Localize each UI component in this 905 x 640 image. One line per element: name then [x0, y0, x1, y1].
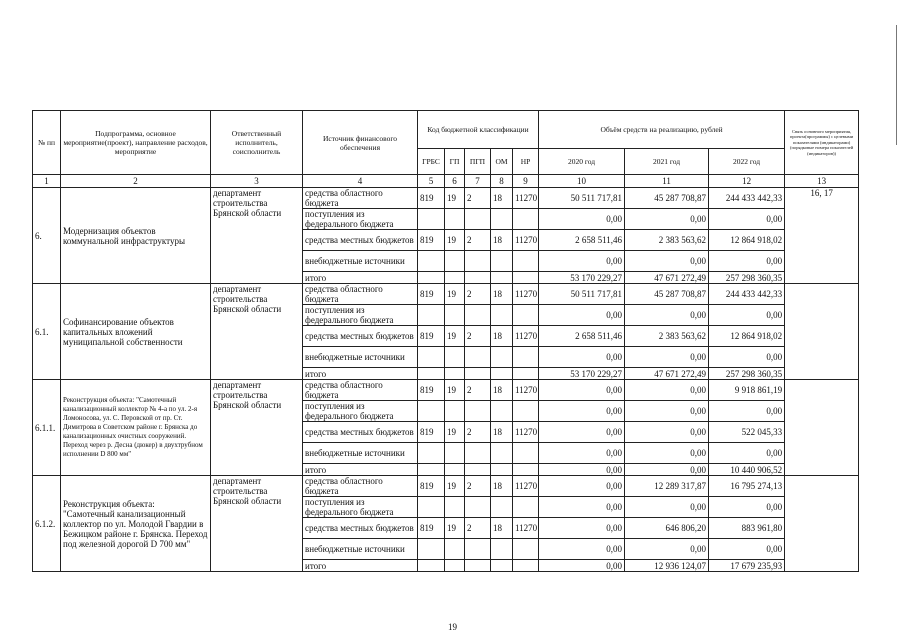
code-grbs	[418, 443, 445, 464]
code-pgp	[465, 560, 491, 572]
code-gp: 19	[445, 188, 465, 209]
code-nr	[513, 443, 539, 464]
code-grbs: 819	[418, 326, 445, 347]
code-pgp	[465, 497, 491, 518]
code-pgp	[465, 443, 491, 464]
amount-2022: 0,00	[709, 251, 785, 272]
code-gp: 19	[445, 284, 465, 305]
amount-2020: 2 658 511,46	[539, 326, 625, 347]
amount-2022: 883 961,80	[709, 518, 785, 539]
column-number: 9	[513, 175, 539, 188]
code-nr	[513, 251, 539, 272]
page-edge-mark	[896, 25, 897, 145]
header-year-col: 2022 год	[709, 149, 785, 175]
funding-source: средства областного бюджета	[303, 284, 418, 305]
header-link: Связь основного мероприятия, проекта(программы) с целевыми показателями (индикаторами) (порядковые номера показателей (индикаторов))	[785, 111, 859, 175]
amount-2021: 47 671 272,49	[625, 368, 709, 380]
amount-2022: 0,00	[709, 539, 785, 560]
code-grbs	[418, 464, 445, 476]
item-executor: департамент строительства Брянской области	[211, 188, 303, 284]
code-gp	[445, 272, 465, 284]
header-row-top	[33, 111, 859, 149]
funding-source: средства местных бюджетов	[303, 230, 418, 251]
amount-2021: 0,00	[625, 305, 709, 326]
code-nr	[513, 497, 539, 518]
amount-2022: 10 440 906,52	[709, 464, 785, 476]
indicator-link	[785, 284, 859, 380]
amount-2020: 0,00	[539, 464, 625, 476]
amount-2022: 0,00	[709, 347, 785, 368]
column-number: 6	[445, 175, 465, 188]
code-nr	[513, 368, 539, 380]
amount-2021: 12 936 124,07	[625, 560, 709, 572]
code-nr: 11270	[513, 188, 539, 209]
code-nr	[513, 305, 539, 326]
funding-source: средства областного бюджета	[303, 380, 418, 401]
code-nr	[513, 560, 539, 572]
table-row	[33, 284, 859, 305]
amount-2022: 257 298 360,35	[709, 368, 785, 380]
code-grbs: 819	[418, 422, 445, 443]
code-nr: 11270	[513, 380, 539, 401]
amount-2020: 0,00	[539, 401, 625, 422]
code-nr: 11270	[513, 422, 539, 443]
amount-2022: 9 918 861,19	[709, 380, 785, 401]
column-number: 5	[418, 175, 445, 188]
code-grbs: 819	[418, 518, 445, 539]
item-number: 6.1.	[33, 284, 61, 380]
item-executor: департамент строительства Брянской области	[211, 284, 303, 380]
code-grbs: 819	[418, 188, 445, 209]
funding-source: средства местных бюджетов	[303, 518, 418, 539]
code-grbs	[418, 539, 445, 560]
amount-2022: 12 864 918,02	[709, 326, 785, 347]
item-number: 6.1.2.	[33, 476, 61, 572]
amount-2020: 0,00	[539, 497, 625, 518]
column-number: 12	[709, 175, 785, 188]
code-grbs	[418, 497, 445, 518]
amount-2022: 0,00	[709, 497, 785, 518]
code-pgp: 2	[465, 380, 491, 401]
code-nr	[513, 209, 539, 230]
amount-2020: 0,00	[539, 305, 625, 326]
amount-2021: 0,00	[625, 209, 709, 230]
amount-2020: 0,00	[539, 209, 625, 230]
header-code-col: ГП	[445, 149, 465, 175]
item-name: Модернизация объектов коммунальной инфраструктуры	[61, 188, 211, 284]
code-pgp: 2	[465, 476, 491, 497]
code-om: 18	[491, 230, 513, 251]
funding-source: средства местных бюджетов	[303, 326, 418, 347]
funding-source: итого	[303, 464, 418, 476]
column-number: 10	[539, 175, 625, 188]
funding-source: поступления из федерального бюджета	[303, 209, 418, 230]
code-gp	[445, 497, 465, 518]
code-grbs	[418, 347, 445, 368]
funding-source: поступления из федерального бюджета	[303, 401, 418, 422]
code-gp	[445, 347, 465, 368]
page-number: 19	[448, 622, 457, 632]
indicator-link	[785, 380, 859, 476]
amount-2020: 0,00	[539, 476, 625, 497]
indicator-link: 16, 17	[785, 188, 859, 284]
amount-2020: 0,00	[539, 518, 625, 539]
funding-source: итого	[303, 368, 418, 380]
code-gp	[445, 539, 465, 560]
item-number: 6.	[33, 188, 61, 284]
code-om	[491, 401, 513, 422]
funding-source: поступления из федерального бюджета	[303, 497, 418, 518]
funding-source: внебюджетные источники	[303, 347, 418, 368]
code-grbs	[418, 305, 445, 326]
funding-source: внебюджетные источники	[303, 443, 418, 464]
column-number: 4	[303, 175, 418, 188]
funding-source: итого	[303, 560, 418, 572]
header-year-col: 2021 год	[625, 149, 709, 175]
code-om	[491, 251, 513, 272]
code-gp	[445, 560, 465, 572]
code-grbs	[418, 560, 445, 572]
header-code-col: НР	[513, 149, 539, 175]
code-om: 18	[491, 476, 513, 497]
code-nr	[513, 272, 539, 284]
code-om: 18	[491, 380, 513, 401]
amount-2021: 45 287 708,87	[625, 188, 709, 209]
code-pgp	[465, 347, 491, 368]
code-om: 18	[491, 518, 513, 539]
code-nr: 11270	[513, 476, 539, 497]
code-nr: 11270	[513, 326, 539, 347]
item-name: Реконструкция объекта: "Самотечный канализационный коллектор № 4-а по ул. 2-я Ломоносова, ул. С. Перовской от пр. Ст. Димитрова в Советском районе г. Брянска до канализационных очистных сооружений. Переход через р. Десна (дюкер) в двухтрубном исполнении D 800 мм"	[61, 380, 211, 476]
amount-2020: 53 170 229,27	[539, 272, 625, 284]
header-budget-code: Код бюджетной классификации	[418, 111, 539, 149]
item-name: Реконструкция объекта: "Самотечный канализационный коллектор по ул. Молодой Гвардии в Бежицком районе г. Брянска. Переход под железной дорогой D 700 мм"	[61, 476, 211, 572]
code-grbs	[418, 368, 445, 380]
code-om	[491, 443, 513, 464]
code-gp	[445, 401, 465, 422]
amount-2022: 522 045,33	[709, 422, 785, 443]
column-number: 8	[491, 175, 513, 188]
funding-source: средства областного бюджета	[303, 476, 418, 497]
amount-2022: 12 864 918,02	[709, 230, 785, 251]
funding-source: внебюджетные источники	[303, 539, 418, 560]
header-source: Источник финансового обеспечения	[303, 111, 418, 175]
code-om: 18	[491, 284, 513, 305]
code-pgp	[465, 305, 491, 326]
code-pgp: 2	[465, 422, 491, 443]
amount-2020: 0,00	[539, 380, 625, 401]
code-pgp	[465, 251, 491, 272]
amount-2022: 0,00	[709, 401, 785, 422]
code-gp: 19	[445, 326, 465, 347]
code-pgp	[465, 272, 491, 284]
code-om: 18	[491, 326, 513, 347]
code-pgp	[465, 401, 491, 422]
amount-2022: 0,00	[709, 443, 785, 464]
amount-2020: 0,00	[539, 251, 625, 272]
funding-source: поступления из федерального бюджета	[303, 305, 418, 326]
funding-source: средства областного бюджета	[303, 188, 418, 209]
column-number: 11	[625, 175, 709, 188]
code-om	[491, 560, 513, 572]
table-row	[33, 476, 859, 497]
column-number: 3	[211, 175, 303, 188]
code-om: 18	[491, 188, 513, 209]
amount-2020: 50 511 717,81	[539, 284, 625, 305]
amount-2022: 0,00	[709, 305, 785, 326]
header-executor: Ответственный исполнитель, соисполнитель	[211, 111, 303, 175]
code-grbs: 819	[418, 230, 445, 251]
amount-2021: 47 671 272,49	[625, 272, 709, 284]
code-pgp	[465, 209, 491, 230]
amount-2022: 17 679 235,93	[709, 560, 785, 572]
code-gp: 19	[445, 518, 465, 539]
header-num: № пп	[33, 111, 61, 175]
funding-source: средства местных бюджетов	[303, 422, 418, 443]
header-code-col: ПГП	[465, 149, 491, 175]
code-grbs	[418, 251, 445, 272]
indicator-link	[785, 476, 859, 572]
amount-2021: 12 289 317,87	[625, 476, 709, 497]
amount-2022: 244 433 442,33	[709, 188, 785, 209]
amount-2022: 244 433 442,33	[709, 284, 785, 305]
code-gp	[445, 305, 465, 326]
item-executor: департамент строительства Брянской области	[211, 380, 303, 476]
header-amount: Объём средств на реализацию, рублей	[539, 111, 785, 149]
amount-2021: 0,00	[625, 347, 709, 368]
code-pgp: 2	[465, 188, 491, 209]
budget-table	[32, 110, 859, 572]
code-pgp: 2	[465, 518, 491, 539]
code-grbs: 819	[418, 380, 445, 401]
table-row	[33, 188, 859, 209]
code-pgp: 2	[465, 326, 491, 347]
amount-2020: 0,00	[539, 347, 625, 368]
amount-2021: 2 383 563,62	[625, 230, 709, 251]
code-gp	[445, 368, 465, 380]
code-gp: 19	[445, 380, 465, 401]
code-nr	[513, 347, 539, 368]
table-row	[33, 380, 859, 401]
code-gp	[445, 443, 465, 464]
amount-2020: 0,00	[539, 443, 625, 464]
amount-2021: 646 806,20	[625, 518, 709, 539]
code-nr	[513, 464, 539, 476]
item-number: 6.1.1.	[33, 380, 61, 476]
amount-2020: 2 658 511,46	[539, 230, 625, 251]
amount-2021: 0,00	[625, 497, 709, 518]
code-om	[491, 272, 513, 284]
amount-2022: 16 795 274,13	[709, 476, 785, 497]
column-number-row	[33, 175, 859, 188]
header-code-col: ГРБС	[418, 149, 445, 175]
code-om	[491, 368, 513, 380]
code-pgp	[465, 368, 491, 380]
item-name: Софинансирование объектов капитальных вложений муниципальной собственности	[61, 284, 211, 380]
amount-2021: 45 287 708,87	[625, 284, 709, 305]
code-nr	[513, 539, 539, 560]
code-grbs	[418, 272, 445, 284]
amount-2020: 0,00	[539, 539, 625, 560]
column-number: 13	[785, 175, 859, 188]
code-pgp: 2	[465, 284, 491, 305]
amount-2021: 2 383 563,62	[625, 326, 709, 347]
code-om	[491, 347, 513, 368]
amount-2021: 0,00	[625, 251, 709, 272]
amount-2020: 0,00	[539, 560, 625, 572]
column-number: 1	[33, 175, 61, 188]
amount-2021: 0,00	[625, 464, 709, 476]
column-number: 2	[61, 175, 211, 188]
code-nr: 11270	[513, 284, 539, 305]
funding-source: итого	[303, 272, 418, 284]
code-grbs: 819	[418, 284, 445, 305]
amount-2021: 0,00	[625, 539, 709, 560]
funding-source: внебюджетные источники	[303, 251, 418, 272]
code-nr: 11270	[513, 230, 539, 251]
amount-2022: 257 298 360,35	[709, 272, 785, 284]
code-gp	[445, 251, 465, 272]
amount-2021: 0,00	[625, 422, 709, 443]
amount-2020: 0,00	[539, 422, 625, 443]
code-om	[491, 497, 513, 518]
code-pgp: 2	[465, 230, 491, 251]
amount-2020: 50 511 717,81	[539, 188, 625, 209]
header-year-col: 2020 год	[539, 149, 625, 175]
header-subprogram: Подпрограмма, основное мероприятие(проект), направление расходов, мероприятие	[61, 111, 211, 175]
amount-2022: 0,00	[709, 209, 785, 230]
code-nr: 11270	[513, 518, 539, 539]
code-grbs: 819	[418, 476, 445, 497]
code-gp	[445, 464, 465, 476]
code-gp: 19	[445, 230, 465, 251]
code-om	[491, 464, 513, 476]
amount-2021: 0,00	[625, 401, 709, 422]
code-pgp	[465, 464, 491, 476]
code-pgp	[465, 539, 491, 560]
code-grbs	[418, 401, 445, 422]
code-om	[491, 539, 513, 560]
code-nr	[513, 401, 539, 422]
code-om	[491, 209, 513, 230]
code-gp: 19	[445, 422, 465, 443]
header-code-col: ОМ	[491, 149, 513, 175]
code-om	[491, 305, 513, 326]
code-om: 18	[491, 422, 513, 443]
column-number: 7	[465, 175, 491, 188]
code-gp	[445, 209, 465, 230]
item-executor: департамент строительства Брянской области	[211, 476, 303, 572]
code-gp: 19	[445, 476, 465, 497]
amount-2021: 0,00	[625, 443, 709, 464]
amount-2020: 53 170 229,27	[539, 368, 625, 380]
code-grbs	[418, 209, 445, 230]
budget-table-sheet	[32, 110, 858, 572]
amount-2021: 0,00	[625, 380, 709, 401]
